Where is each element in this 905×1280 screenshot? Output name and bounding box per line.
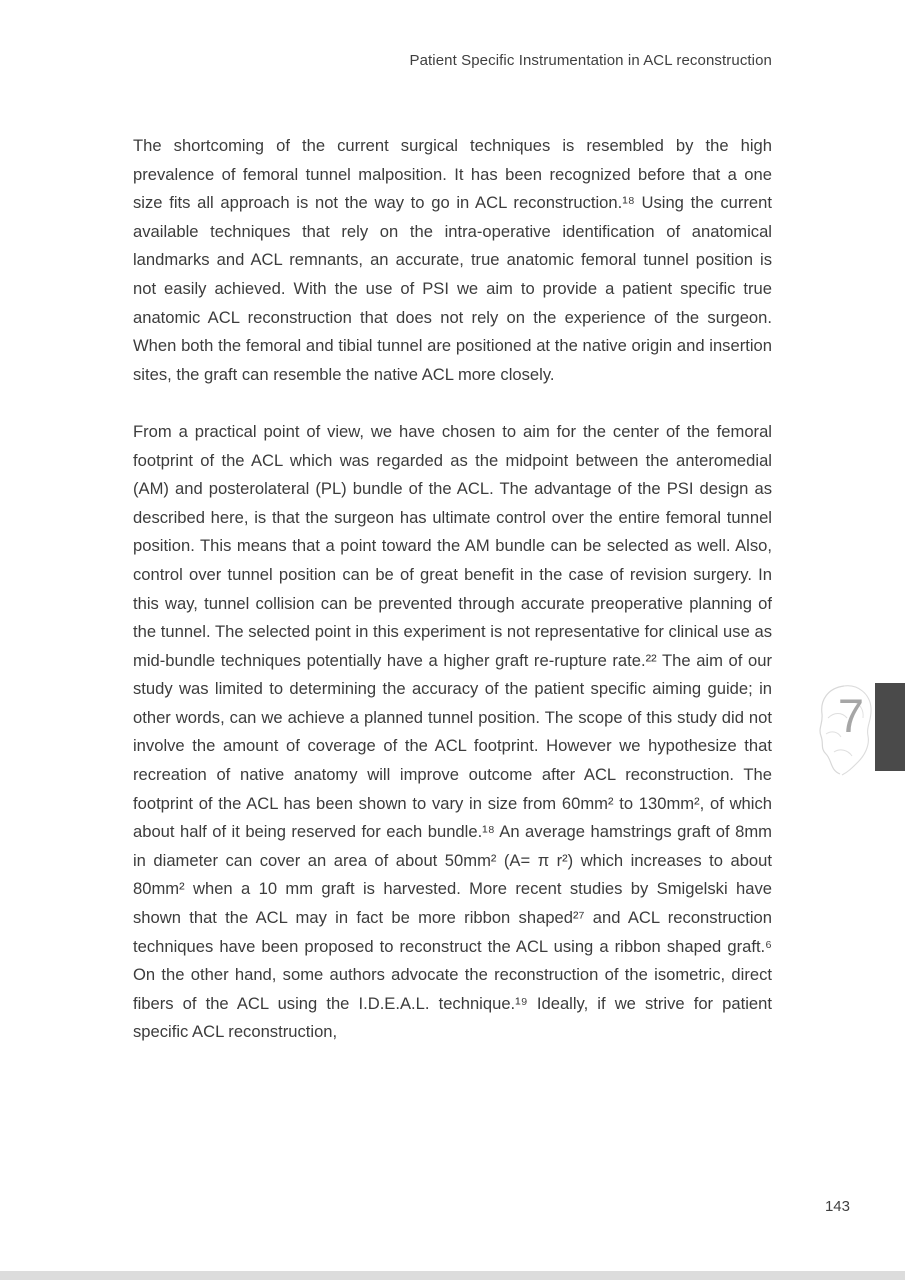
page-number: 143 (824, 1198, 850, 1215)
paragraph: The shortcoming of the current surgical techniques is resembled by the high prevalence of femoral tunnel malposition. It has been recognized before that a one size fits all approach is not the way to go in ACL reconstruction.¹⁸ Using the current available techniques that rely on the intra-operative identification of anatomical landmarks and ACL remnants, an accurate, true anatomic femoral tunnel position is not easily achieved. With the use of PSI we aim to provide a patient specific true anatomic ACL reconstruction that does not rely on the experience of the surgeon. When both the femoral and tibial tunnel are positioned at the native origin and insertion sites, the graft can resemble the native ACL more closely. (133, 136, 772, 384)
running-header: Patient Specific Instrumentation in ACL reconstruction (409, 52, 772, 69)
paragraph: From a practical point of view, we have chosen to aim for the center of the femoral footprint of the ACL which was regarded as the midpoint between the anteromedial (AM) and posterolateral (PL) bundle of the ACL. The advantage of the PSI design as described here, is that the surgeon has ultimate control over the entire femoral tunnel position. This means that a point toward the AM bundle can be selected as well. Also, control over tunnel position can be of great benefit in the case of revision surgery. In this way, tunnel collision can be prevented through accurate preoperative planning of the tunnel. The selected point in this experiment is not representative for clinical use as mid-bundle techniques potentially have a higher graft re-rupture rate.²² The aim of our study was limited to determining the accuracy of the patient specific aiming guide; in other words, can we achieve a planned tunnel position. The scope of this study did not involve the amount of coverage of the ACL footprint. However we hypothesize that recreation of native anatomy will improve outcome after ACL reconstruction. The footprint of the ACL has been shown to vary in size from 60mm² to 130mm², of which about half of it being reserved for each bundle.¹⁸ An average hamstrings graft of 8mm in diameter can cover an area of about 50mm² (A= π r²) which increases to about 80mm² when a 10 mm graft is harvested. More recent studies by Smigelski have shown that the ACL may in fact be more ribbon shaped²⁷ and ACL reconstruction techniques have been proposed to reconstruct the ACL using a ribbon shaped graft.⁶ On the other hand, some authors advocate the reconstruction of the isometric, direct fibers of the ACL using the I.D.E.A.L. technique.¹⁹ Ideally, if we strive for patient specific ACL reconstruction, (133, 421, 772, 1042)
chapter-number: 7 (837, 689, 864, 742)
page-edge-strip (0, 1271, 905, 1280)
chapter-tab (875, 683, 905, 771)
body-text (133, 132, 772, 1047)
